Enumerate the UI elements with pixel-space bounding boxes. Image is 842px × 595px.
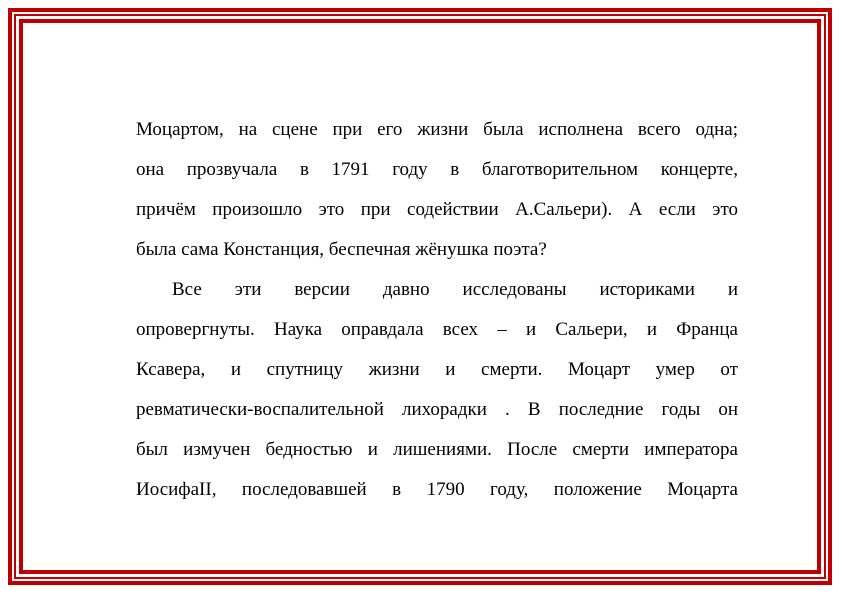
text-line: была сама Констанция, беспечная жёнушка поэта?	[136, 239, 547, 260]
text-line: был измучен бедностью и лишениями. После смерти императора	[136, 439, 738, 460]
text-line: ревматически-воспалительной лихорадки . В последние годы он	[136, 399, 738, 420]
text-line: она прозвучала в 1791 году в благотворительном концерте,	[136, 159, 738, 180]
text-line: Моцартом, на сцене при его жизни была исполнена всего одна;	[136, 119, 738, 140]
text-line: причём произошло это при содействии А.Сальери). А если это	[136, 199, 738, 220]
text-line: ИосифаII, последовавшей в 1790 году, положение Моцарта	[136, 479, 738, 500]
text-line: опровергнуты. Наука оправдала всех – и Сальери, и Франца	[136, 319, 738, 340]
paragraph-first-line: Все эти версии давно исследованы историками и	[172, 279, 738, 300]
text-line: Ксавера, и спутницу жизни и смерти. Моцарт умер от	[136, 359, 738, 380]
document-text	[136, 110, 738, 510]
